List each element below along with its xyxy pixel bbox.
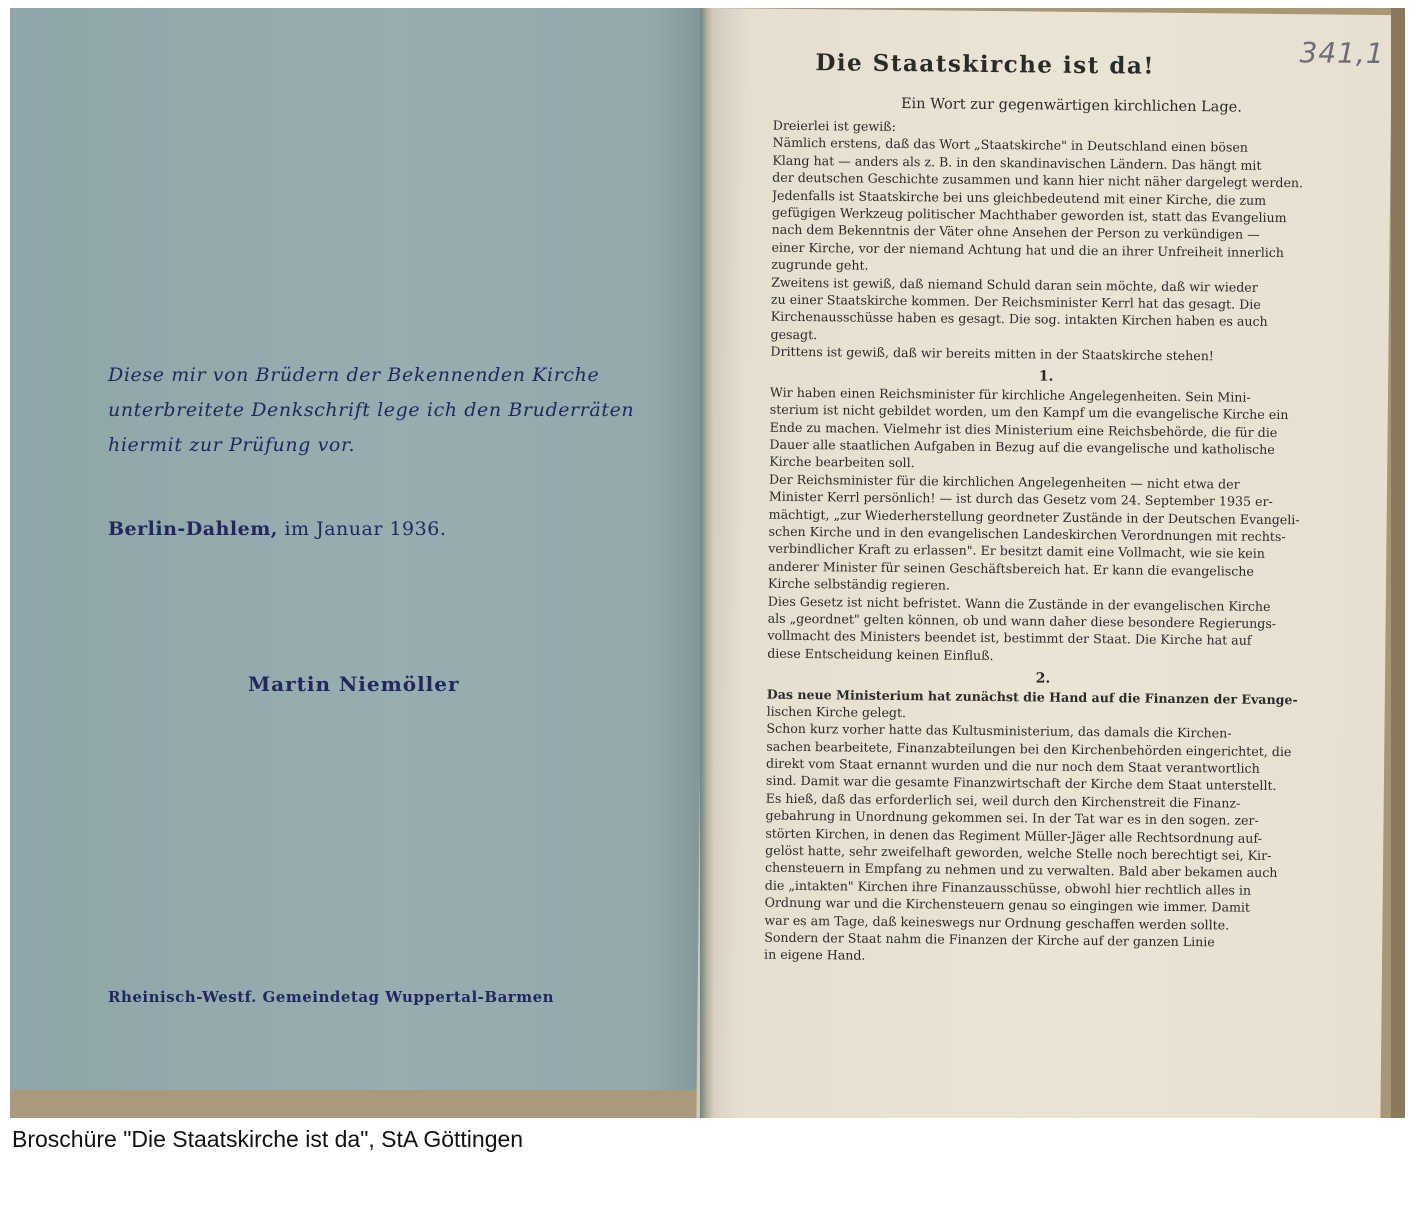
right-page: [696, 8, 1392, 1118]
body-line: Dreierlei ist gewiß:: [772, 117, 896, 134]
body-line: Nämlich erstens, daß das Wort „Staatskirche" in Deutschland einen bösen: [772, 135, 1249, 156]
image-caption: Broschüre "Die Staatskirche ist da", StA Göttingen: [12, 1126, 524, 1152]
body-line: einer Kirche, vor der niemand Achtung hat und die an ihrer Unfreiheit innerlich: [771, 239, 1285, 260]
body-line: gefügigen Werkzeug politischer Machthaber geworden ist, statt das Evangelium: [771, 204, 1287, 226]
body-line: Ordnung war und die Kirchensteuern genau so eingingen wie immer. Damit: [764, 894, 1251, 915]
body-line: die „intakten" Kirchen ihre Finanzausschüsse, obwohl hier rechtlich alles in: [764, 877, 1252, 898]
document-title: Die Staatskirche ist da!: [815, 49, 1156, 80]
body-line: Kirche selbständig regieren.: [767, 575, 951, 593]
section-number: 1.: [1038, 368, 1054, 386]
body-line: Dies Gesetz ist nicht befristet. Wann die Zustände in der evangelischen Kirche: [767, 593, 1271, 614]
body-line: in eigene Hand.: [764, 946, 866, 964]
dedication-line: Diese mir von Brüdern der Bekennenden Kirche: [108, 364, 600, 386]
archive-number: 341,1: [1299, 36, 1385, 71]
body-line: zu einer Staatskirche kommen. Der Reichsminister Kerrl hat das gesagt. Die: [770, 291, 1261, 312]
place: Berlin-Dahlem,: [108, 518, 278, 540]
body-line: mächtigt, „zur Wiederherstellung geordneter Zustände in der Deutschen Evangeli-: [768, 506, 1300, 527]
body-line: vollmacht des Ministers beendet ist, bestimmt der Staat. Die Kirche hat auf: [767, 627, 1252, 649]
body-line: Drittens ist gewiß, daß wir bereits mitten in der Staatskirche stehen!: [770, 343, 1214, 364]
body-line: anderer Minister für seinen Geschäftsbereich hat. Er kann die evangelische: [768, 558, 1254, 579]
body-line: direkt vom Staat ernannt wurden und die nur noch dem Staat verantwortlich: [766, 755, 1260, 776]
publisher: Rheinisch-Westf. Gemeindetag Wuppertal-Barmen: [108, 988, 555, 1006]
body-line: gebahrung in Unordnung gekommen sei. In der Tat war es in den sogen. zer-: [765, 807, 1259, 829]
body-line: Zweitens ist gewiß, daß niemand Schuld daran sein möchte, daß wir wieder: [771, 274, 1258, 295]
date: im Januar 1936.: [284, 518, 447, 540]
body-line: Der Reichsminister für die kirchlichen Angelegenheiten — nicht etwa der: [768, 471, 1240, 492]
dedication-text: [108, 358, 635, 463]
section-number: 2.: [1035, 670, 1051, 687]
author-name: Martin Niemöller: [248, 672, 460, 696]
body-line: Kirche bearbeiten soll.: [769, 454, 915, 471]
body-line: sterium ist nicht gebildet worden, um den Kampf um die evangelische Kirche ein: [769, 401, 1289, 423]
body-line: Wir haben einen Reichsminister für kirchliche Angelegenheiten. Sein Mini-: [769, 384, 1251, 405]
book-spine: [700, 8, 714, 1118]
body-line: gesagt.: [770, 326, 818, 342]
body-line: als „geordnet" gelten können, ob und wann daher diese besondere Regierungs-: [767, 610, 1277, 631]
body-line: Minister Kerrl persönlich! — ist durch das Gesetz vom 24. September 1935 er-: [768, 488, 1273, 510]
body-line: war es am Tage, daß keineswegs nur Ordnung geschaffen werden sollte.: [764, 912, 1230, 933]
body-line: Jedenfalls ist Staatskirche bei uns gleichbedeutend mit einer Kirche, die zum: [771, 187, 1267, 208]
body-line: diese Entscheidung keinen Einfluß.: [767, 645, 994, 663]
body-line: verbindlicher Kraft zu erlassen". Er besitzt damit eine Vollmacht, wie sie kein: [768, 541, 1265, 562]
body-line: sachen bearbeitete, Finanzabteilungen bei den Kirchenbehörden eingerichtet, die: [766, 738, 1292, 759]
document-subtitle: Ein Wort zur gegenwärtigen kirchlichen Lage.: [900, 96, 1242, 116]
document-body: [764, 117, 1325, 969]
document-photo: [10, 8, 1405, 1118]
body-line: lischen Kirche gelegt.: [766, 703, 907, 721]
body-line: nach dem Bekenntnis der Väter ohne Ansehen der Person zu verkündigen —: [771, 222, 1260, 243]
body-line: Das neue Ministerium hat zunächst die Hand auf die Finanzen der Evange-: [766, 686, 1298, 707]
dedication-line: unterbreitete Denkschrift lege ich den Bruderräten: [108, 399, 635, 421]
body-line: gelöst hatte, sehr zweifelhaft geworden, welche Stelle noch berechtigt sei, Kir-: [765, 842, 1272, 863]
body-line: Ende zu machen. Vielmehr ist dies Ministerium eine Reichsbehörde, die für die: [769, 419, 1278, 440]
place-date: [108, 518, 446, 540]
body-line: störten Kirchen, in denen das Regiment Müller-Jäger alle Rechtsordnung auf-: [765, 825, 1263, 846]
desk-surface: [10, 1090, 710, 1118]
desk-edge: [1391, 8, 1405, 1118]
body-line: sind. Damit war die gesamte Finanzwirtschaft der Kirche dem Staat unterstellt.: [765, 773, 1277, 794]
body-line: Schon kurz vorher hatte das Kultusministerium, das damals die Kirchen-: [766, 720, 1232, 741]
dedication-line: hiermit zur Prüfung vor.: [108, 434, 356, 456]
body-line: schen Kirche und in den evangelischen Landeskirchen Verordnungen mit rechts-: [768, 523, 1286, 545]
body-line: Kirchenausschüsse haben es gesagt. Die sog. intakten Kirchen haben es auch: [770, 308, 1268, 330]
body-line: chensteuern in Empfang zu nehmen und zu verwalten. Bald aber bekamen auch: [764, 860, 1278, 881]
body-line: Klang hat — anders als z. B. in den skandinavischen Ländern. Das hängt mit: [772, 152, 1262, 173]
body-line: der deutschen Geschichte zusammen und kann hier nicht näher dargelegt werden.: [772, 169, 1304, 191]
body-line: Es hieß, daß das erforderlich sei, weil durch den Kirchenstreit die Finanz-: [765, 790, 1241, 811]
body-line: Dauer alle staatlichen Aufgaben in Bezug auf die evangelische und katholische: [769, 436, 1275, 457]
body-line: zugrunde geht.: [771, 256, 869, 273]
body-line: Sondern der Staat nahm die Finanzen der Kirche auf der ganzen Linie: [764, 929, 1215, 950]
left-page: [10, 8, 708, 1090]
